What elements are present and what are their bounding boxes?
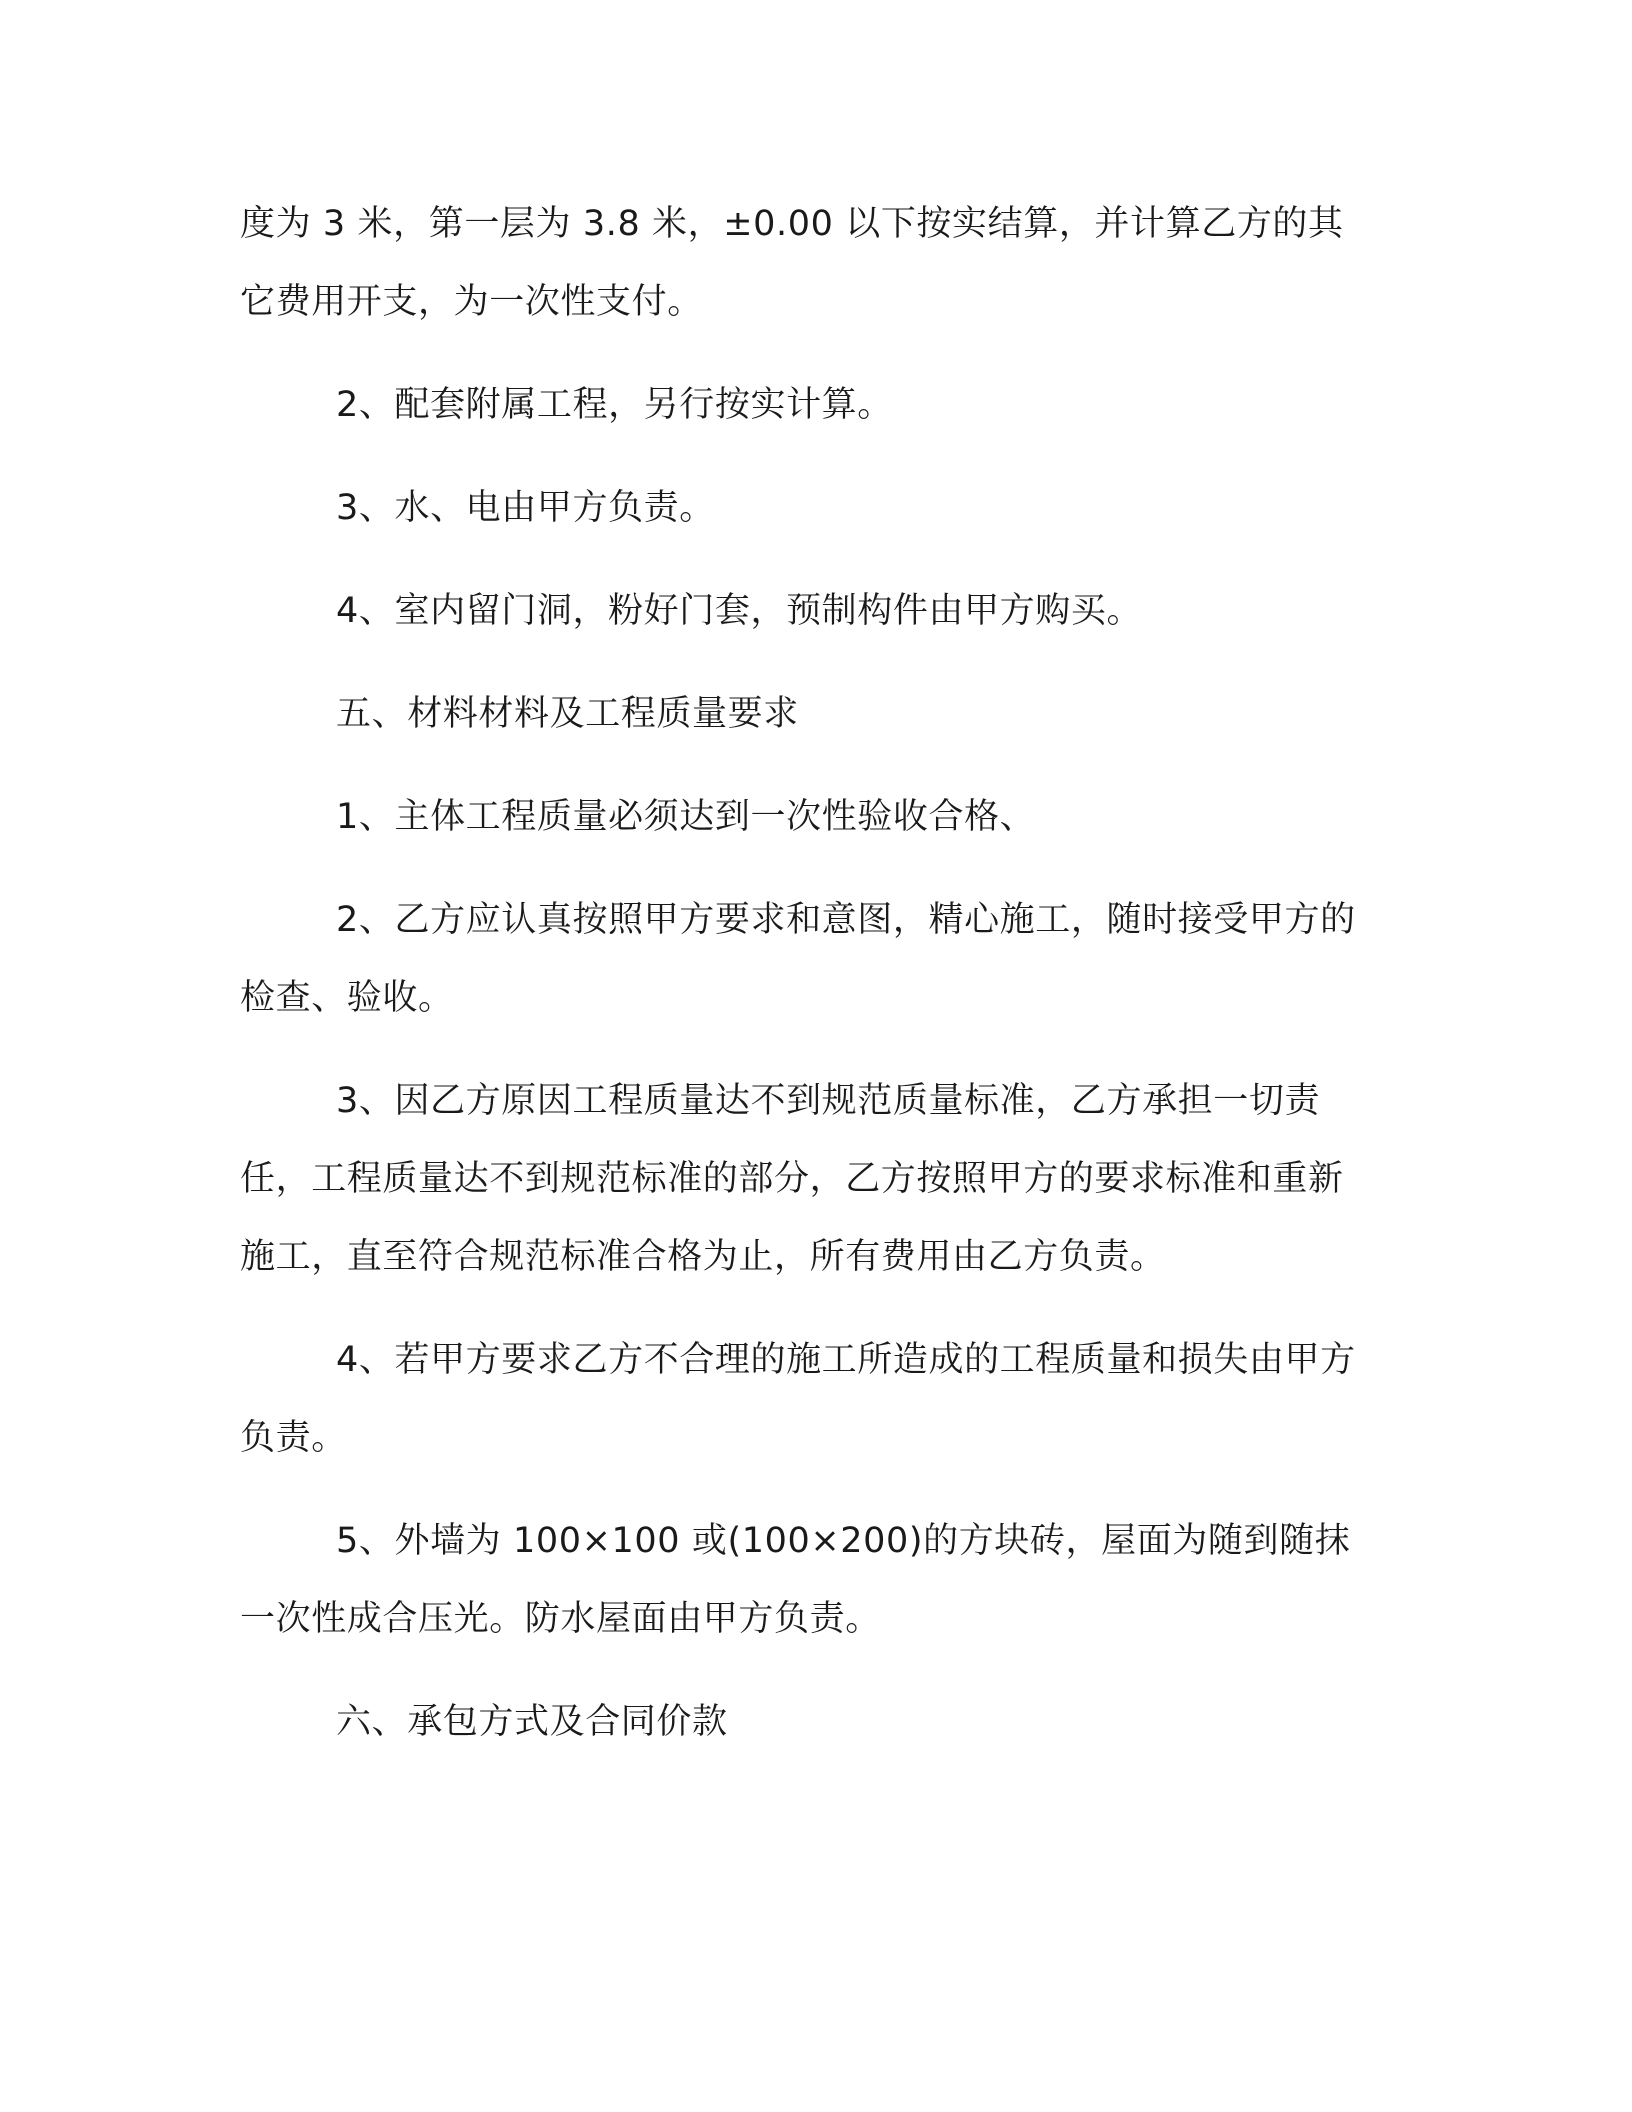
paragraph-continuation: 度为 3 米，第一层为 3.8 米，±0.00 以下按实结算，并计算乙方的其它费用开支，为一次性支付。 — [240, 204, 1344, 322]
section-heading-6: 六、承包方式及合同价款 — [336, 1702, 728, 1742]
list-item-3: 3、水、电由甲方负责。 — [336, 488, 715, 528]
document-body — [240, 185, 1368, 1786]
quality-item-4: 4、若甲方要求乙方不合理的施工所造成的工程质量和损失由甲方负责。 — [240, 1340, 1356, 1458]
list-item-4: 4、室内留门洞，粉好门套，预制构件由甲方购买。 — [336, 591, 1143, 631]
quality-item-2: 2、乙方应认真按照甲方要求和意图，精心施工，随时接受甲方的检查、验收。 — [240, 900, 1356, 1018]
quality-item-1: 1、主体工程质量必须达到一次性验收合格、 — [336, 797, 1036, 837]
list-item-2: 2、配套附属工程，另行按实计算。 — [336, 385, 893, 425]
quality-item-3: 3、因乙方原因工程质量达不到规范质量标准，乙方承担一切责任，工程质量达不到规范标准的部分，乙方按照甲方的要求标准和重新施工，直至符合规范标准合格为止，所有费用由乙方负责。 — [240, 1081, 1344, 1277]
section-heading-5: 五、材料材料及工程质量要求 — [336, 694, 799, 734]
quality-item-5: 5、外墙为 100×100 或(100×200)的方块砖，屋面为随到随抹一次性成合压光。防水屋面由甲方负责。 — [240, 1521, 1351, 1639]
